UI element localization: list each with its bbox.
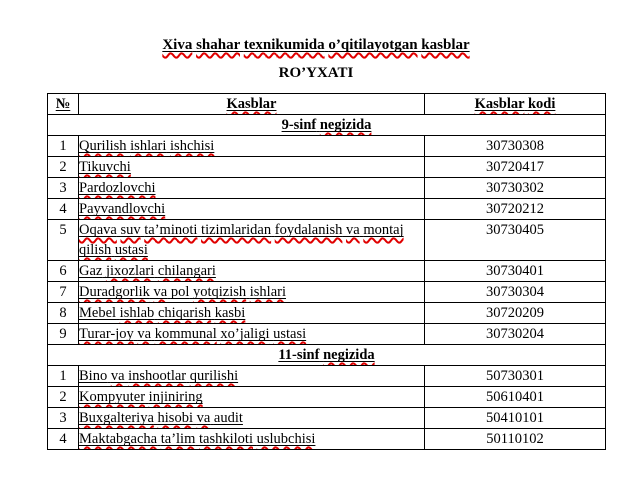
kasb-name-text [79, 263, 216, 279]
kasb-name-text [79, 368, 238, 384]
row-number: 9 [48, 324, 79, 345]
kasb-code: 30730302 [425, 178, 606, 199]
kasb-code: 50730301 [425, 366, 606, 387]
kasb-name-text [79, 410, 243, 426]
misspelled-word: shahar [196, 37, 240, 53]
table-row [48, 178, 606, 199]
kasb-name [79, 178, 425, 199]
document-subtitle: RO’YXATI [278, 65, 354, 81]
kasb-name [79, 199, 425, 220]
misspelled-word: ta’minoti [144, 222, 198, 238]
misspelled-word: kasblar [421, 37, 470, 53]
misspelled-word: va [346, 222, 360, 238]
kasb-name-text [79, 201, 165, 217]
kasblar-table [47, 93, 606, 450]
misspelled-word: ustasi [273, 326, 307, 342]
word: 9-sinf [281, 117, 317, 133]
section-header-row [48, 115, 606, 136]
kasb-name [79, 220, 425, 261]
misspelled-word: ishchisi [170, 138, 215, 154]
col-header-kodi-text [475, 96, 556, 112]
kasb-name-text [79, 159, 131, 175]
misspelled-word: kodi [527, 96, 556, 112]
kasb-code: 50610401 [425, 387, 606, 408]
word: Gaz [79, 263, 103, 279]
table-row [48, 282, 606, 303]
table-row [48, 324, 606, 345]
misspelled-word: Kompyuter [79, 389, 146, 405]
misspelled-word: tizimlaridan [201, 222, 272, 238]
table-row [48, 429, 606, 450]
misspelled-word: chiqarish [157, 305, 212, 321]
misspelled-word: va [137, 326, 152, 342]
misspelled-word: ishlari [130, 138, 167, 154]
row-number: 2 [48, 157, 79, 178]
misspelled-word: Qurilish [79, 138, 127, 154]
misspelled-word: Buxgalteriya [79, 410, 154, 426]
misspelled-word: Turar-joy [79, 326, 134, 342]
col-header-kasblar-text [227, 96, 277, 112]
misspelled-word: va [196, 410, 211, 426]
section-label [48, 115, 606, 136]
kasb-name-text [79, 305, 245, 321]
kasb-name [79, 282, 425, 303]
kasb-code: 30720209 [425, 303, 606, 324]
col-header-kasblar [79, 94, 425, 115]
misspelled-word: kommunal [154, 326, 217, 342]
misspelled-word: tashkiloti [199, 431, 253, 447]
kasb-name-text [79, 138, 214, 154]
kasb-code: 30720212 [425, 199, 606, 220]
misspelled-word: inshootlar [128, 368, 187, 384]
section-header-row [48, 345, 606, 366]
kasb-name-text [79, 222, 404, 258]
table-row [48, 366, 606, 387]
kasb-name [79, 408, 425, 429]
misspelled-word: qurilishi [189, 368, 239, 384]
table-row [48, 220, 606, 261]
kasb-name-text [79, 389, 203, 405]
misspelled-word: xo’jaligi [220, 326, 270, 342]
misspelled-word: ustasi [114, 242, 148, 258]
misspelled-word: Oqava [79, 222, 117, 238]
misspelled-word: foydalanish [274, 222, 343, 238]
misspelled-word: jixozlari [105, 263, 155, 279]
row-number: 1 [48, 136, 79, 157]
kasb-name [79, 261, 425, 282]
row-number: 4 [48, 429, 79, 450]
kasb-code: 30730308 [425, 136, 606, 157]
misspelled-word: suv [120, 222, 141, 238]
misspelled-word: kasbi [214, 305, 246, 321]
misspelled-word: montaj [363, 222, 404, 238]
misspelled-word: va [153, 284, 168, 300]
kasb-code: 30730401 [425, 261, 606, 282]
misspelled-word: Xiva [162, 37, 193, 53]
kasb-code: 30730405 [425, 220, 606, 261]
row-number: 8 [48, 303, 79, 324]
kasb-code: 30730204 [425, 324, 606, 345]
misspelled-word: yotqizish [192, 284, 247, 300]
kasb-name [79, 303, 425, 324]
word: 11-sinf [278, 347, 320, 363]
row-number: 7 [48, 282, 79, 303]
misspelled-word: ta’lim [160, 431, 196, 447]
kasb-name [79, 429, 425, 450]
section-label-text [278, 347, 374, 363]
table-row [48, 387, 606, 408]
table-row [48, 136, 606, 157]
row-number: 3 [48, 178, 79, 199]
col-header-num-text: № [55, 96, 71, 112]
row-number: 1 [48, 366, 79, 387]
kasb-name-text [79, 326, 306, 342]
misspelled-word: hisobi [157, 410, 193, 426]
word: Mebel [79, 305, 117, 321]
row-number: 3 [48, 408, 79, 429]
misspelled-word: Payvandlovchi [79, 201, 166, 217]
word: Bino [79, 368, 108, 384]
kasb-name-text [79, 284, 286, 300]
misspelled-word: Pardozlovchi [79, 180, 156, 196]
word: audit [213, 410, 243, 426]
row-number: 2 [48, 387, 79, 408]
document-title [0, 0, 632, 54]
table-row [48, 261, 606, 282]
kasb-code: 50110102 [425, 429, 606, 450]
kasb-code: 50410101 [425, 408, 606, 429]
misspelled-word: negizida [319, 117, 372, 133]
misspelled-word: uslubchisi [256, 431, 316, 447]
misspelled-word: qilish [79, 242, 112, 258]
kasb-code: 30720417 [425, 157, 606, 178]
kasb-name [79, 387, 425, 408]
misspelled-word: Kasblar [474, 96, 525, 112]
word: pol [170, 284, 190, 300]
kasb-name [79, 136, 425, 157]
table-row [48, 157, 606, 178]
misspelled-word: chilangari [157, 263, 216, 279]
document-title-text [162, 37, 469, 53]
kasb-name-text [79, 180, 156, 196]
col-header-kodi [425, 94, 606, 115]
misspelled-word: Tikuvchi [79, 159, 131, 175]
misspelled-word: o’qitilayotgan [328, 37, 418, 53]
misspelled-word: Kasblar [226, 96, 277, 112]
misspelled-word: Maktabgacha [79, 431, 158, 447]
col-header-num [48, 94, 79, 115]
kasb-name [79, 324, 425, 345]
kasb-code: 30730304 [425, 282, 606, 303]
misspelled-word: Duradgorlik [79, 284, 150, 300]
table-row [48, 408, 606, 429]
table-row [48, 303, 606, 324]
kasb-name [79, 157, 425, 178]
row-number: 6 [48, 261, 79, 282]
misspelled-word: injiniring [148, 389, 203, 405]
row-number: 5 [48, 220, 79, 261]
row-number: 4 [48, 199, 79, 220]
kasb-name-text [79, 431, 315, 447]
kasb-name [79, 366, 425, 387]
misspelled-word: ishlari [249, 284, 287, 300]
misspelled-word: texnikumida [243, 37, 325, 53]
kasblar-table-body [48, 115, 606, 450]
misspelled-word: ishlab [119, 305, 155, 321]
misspelled-word: va [110, 368, 125, 384]
table-row [48, 199, 606, 220]
table-header-row [48, 94, 606, 115]
section-label [48, 345, 606, 366]
misspelled-word: negizida [323, 347, 375, 363]
section-label-text [282, 117, 372, 133]
